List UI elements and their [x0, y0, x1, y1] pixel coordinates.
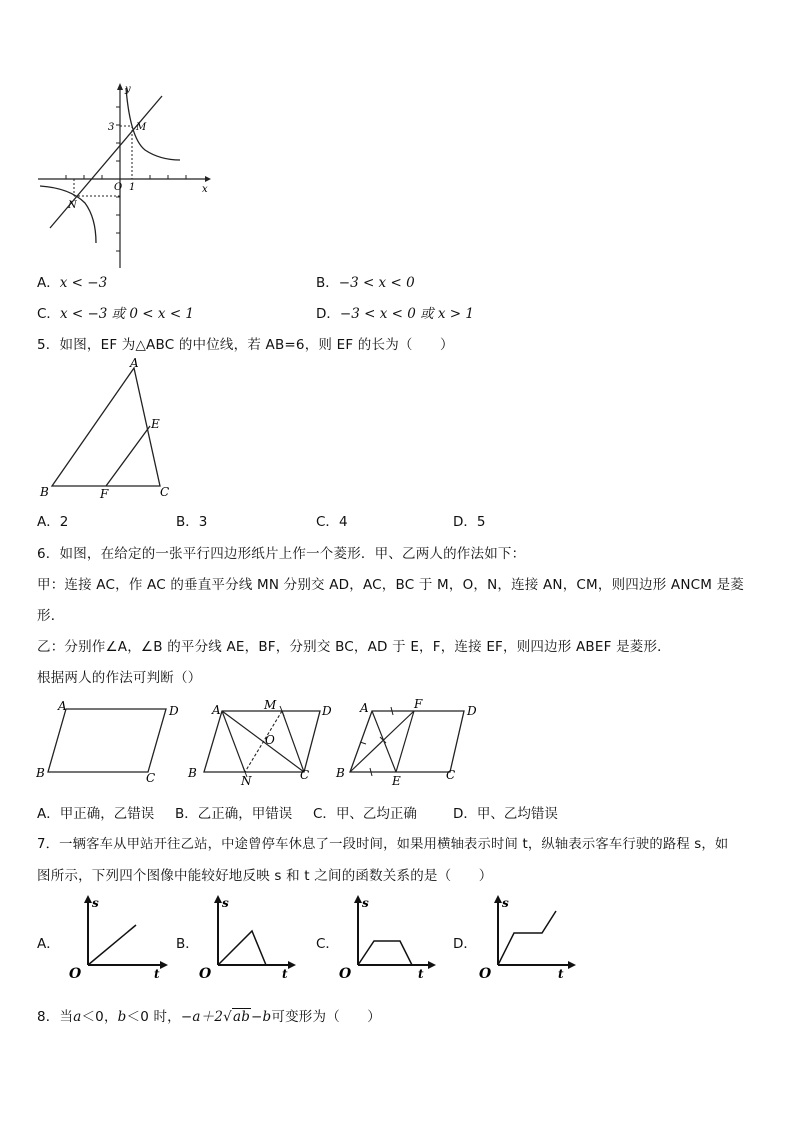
- x-axis-label: x: [202, 184, 208, 195]
- fig3-d-label: D: [467, 704, 477, 718]
- q4-option-b[interactable]: B．−3 < x < 0: [316, 275, 415, 291]
- q4-option-d[interactable]: D．−3 < x < 0 或 x > 1: [316, 306, 474, 322]
- origin-label: O: [114, 182, 123, 193]
- q4-option-c[interactable]: C．x < −3 或 0 < x < 1: [37, 306, 195, 322]
- fig2-b-label: B: [188, 766, 197, 780]
- svg-text:s: s: [362, 896, 369, 910]
- point-m-label: M: [136, 122, 147, 133]
- q5-question: 5．如图，EF 为△ABC 的中位线，若 AB=6，则 EF 的长为（ ）: [37, 337, 454, 353]
- fig2-d-label: D: [322, 704, 332, 718]
- fig1-b-label: B: [36, 766, 45, 780]
- hyperbola-right-branch: [126, 88, 180, 160]
- fig2-c-label: C: [300, 768, 310, 782]
- q6-judge: 根据两人的作法可判断（）: [37, 670, 202, 686]
- q7-option-a-label[interactable]: A．: [37, 936, 60, 952]
- svg-text:t: t: [154, 967, 160, 981]
- fig2-o-label: O: [265, 733, 275, 747]
- point-f-label: F: [100, 487, 109, 501]
- svg-text:O: O: [199, 966, 212, 982]
- q6-option-b[interactable]: B．乙正确，甲错误: [175, 806, 293, 822]
- svg-text:O: O: [479, 966, 492, 982]
- q6-option-d[interactable]: D．甲、乙均错误: [453, 806, 558, 822]
- q6-figure-parallelogram: [36, 695, 186, 785]
- fig3-e-label: E: [392, 774, 401, 787]
- fig3-f-label: F: [414, 697, 423, 711]
- q7-option-b-label[interactable]: B．: [176, 936, 199, 952]
- fig3-b-label: B: [336, 766, 345, 780]
- q7-option-d-label[interactable]: D．: [453, 936, 477, 952]
- q5-option-a[interactable]: A．2: [37, 514, 69, 530]
- q4-function-graph: [30, 78, 220, 273]
- q7-graph-a[interactable]: [60, 893, 170, 983]
- midline-ef: [106, 426, 150, 486]
- q5-triangle-figure: [38, 356, 183, 501]
- svg-text:t: t: [558, 967, 564, 981]
- q7-line2: 图所示，下列四个图像中能较好地反映 s 和 t 之间的函数关系的是（ ）: [37, 868, 493, 884]
- q7-line1: 7．一辆客车从甲站开往乙站，中途曾停车休息了一段时间，如果用横轴表示时间 t，纵轴表示客车行驶的路程 s，如: [37, 837, 729, 852]
- q7-graph-c[interactable]: [330, 893, 440, 983]
- svg-text:s: s: [222, 896, 229, 910]
- linear-function-line: [50, 96, 162, 228]
- sqrt-content: ab: [232, 1009, 251, 1025]
- svg-text:O: O: [69, 966, 82, 982]
- point-e-label: E: [151, 417, 160, 431]
- q6-figure-jia: [186, 697, 336, 787]
- q7-graph-b[interactable]: [190, 893, 300, 983]
- q6-option-a[interactable]: A．甲正确，乙错误: [37, 806, 155, 822]
- q8-question: 8．当a＜0，b＜0 时，−a＋2√ab−b可变形为（ ）: [37, 1009, 382, 1025]
- svg-text:O: O: [339, 966, 352, 982]
- q6-yi-line: 乙：分别作∠A，∠B 的平分线 AE，BF，分别交 BC，AD 于 E，F，连接 EF，则四边形 ABEF 是菱形．: [37, 639, 671, 655]
- q6-figure-yi: [334, 697, 484, 787]
- vertex-c-label: C: [160, 485, 170, 499]
- q7-graph-d[interactable]: [470, 893, 580, 983]
- fig3-a-label: A: [360, 701, 369, 715]
- fig1-c-label: C: [146, 771, 156, 785]
- q6-jia-line1: 甲：连接 AC，作 AC 的垂直平分线 MN 分别交 AD，AC，BC 于 M，O，N，连接 AN，CM，则四边形 ANCM 是菱: [37, 577, 744, 593]
- sqrt-sign: √: [223, 1009, 232, 1025]
- q5-option-c[interactable]: C．4: [316, 514, 348, 530]
- svg-text:t: t: [418, 967, 424, 981]
- y-axis-label: y: [125, 84, 131, 95]
- vertex-b-label: B: [40, 485, 49, 499]
- hyperbola-left-branch: [40, 186, 96, 243]
- q5-option-b[interactable]: B．3: [176, 514, 208, 530]
- q5-option-d[interactable]: D．5: [453, 514, 486, 530]
- svg-text:s: s: [502, 896, 509, 910]
- q7-option-c-label[interactable]: C．: [316, 936, 339, 952]
- vertex-a-label: A: [130, 356, 139, 370]
- q6-jia-line2: 形．: [37, 608, 65, 624]
- q6-option-c[interactable]: C．甲、乙均正确: [313, 806, 417, 822]
- tick-label-1: 1: [129, 182, 136, 193]
- point-n-label: N: [68, 200, 77, 211]
- fig1-a-label: A: [58, 699, 67, 713]
- svg-text:s: s: [92, 896, 99, 910]
- q6-question: 6．如图，在给定的一张平行四边形纸片上作一个菱形．甲、乙两人的作法如下：: [37, 546, 526, 562]
- fig3-c-label: C: [446, 768, 456, 782]
- fig2-n-label: N: [241, 774, 252, 787]
- fig2-a-label: A: [212, 703, 221, 717]
- fig2-m-label: M: [264, 698, 277, 712]
- q4-option-a[interactable]: A．x < −3: [37, 275, 108, 291]
- tick-label-3: 3: [108, 122, 115, 133]
- svg-text:t: t: [282, 967, 288, 981]
- fig1-d-label: D: [169, 704, 179, 718]
